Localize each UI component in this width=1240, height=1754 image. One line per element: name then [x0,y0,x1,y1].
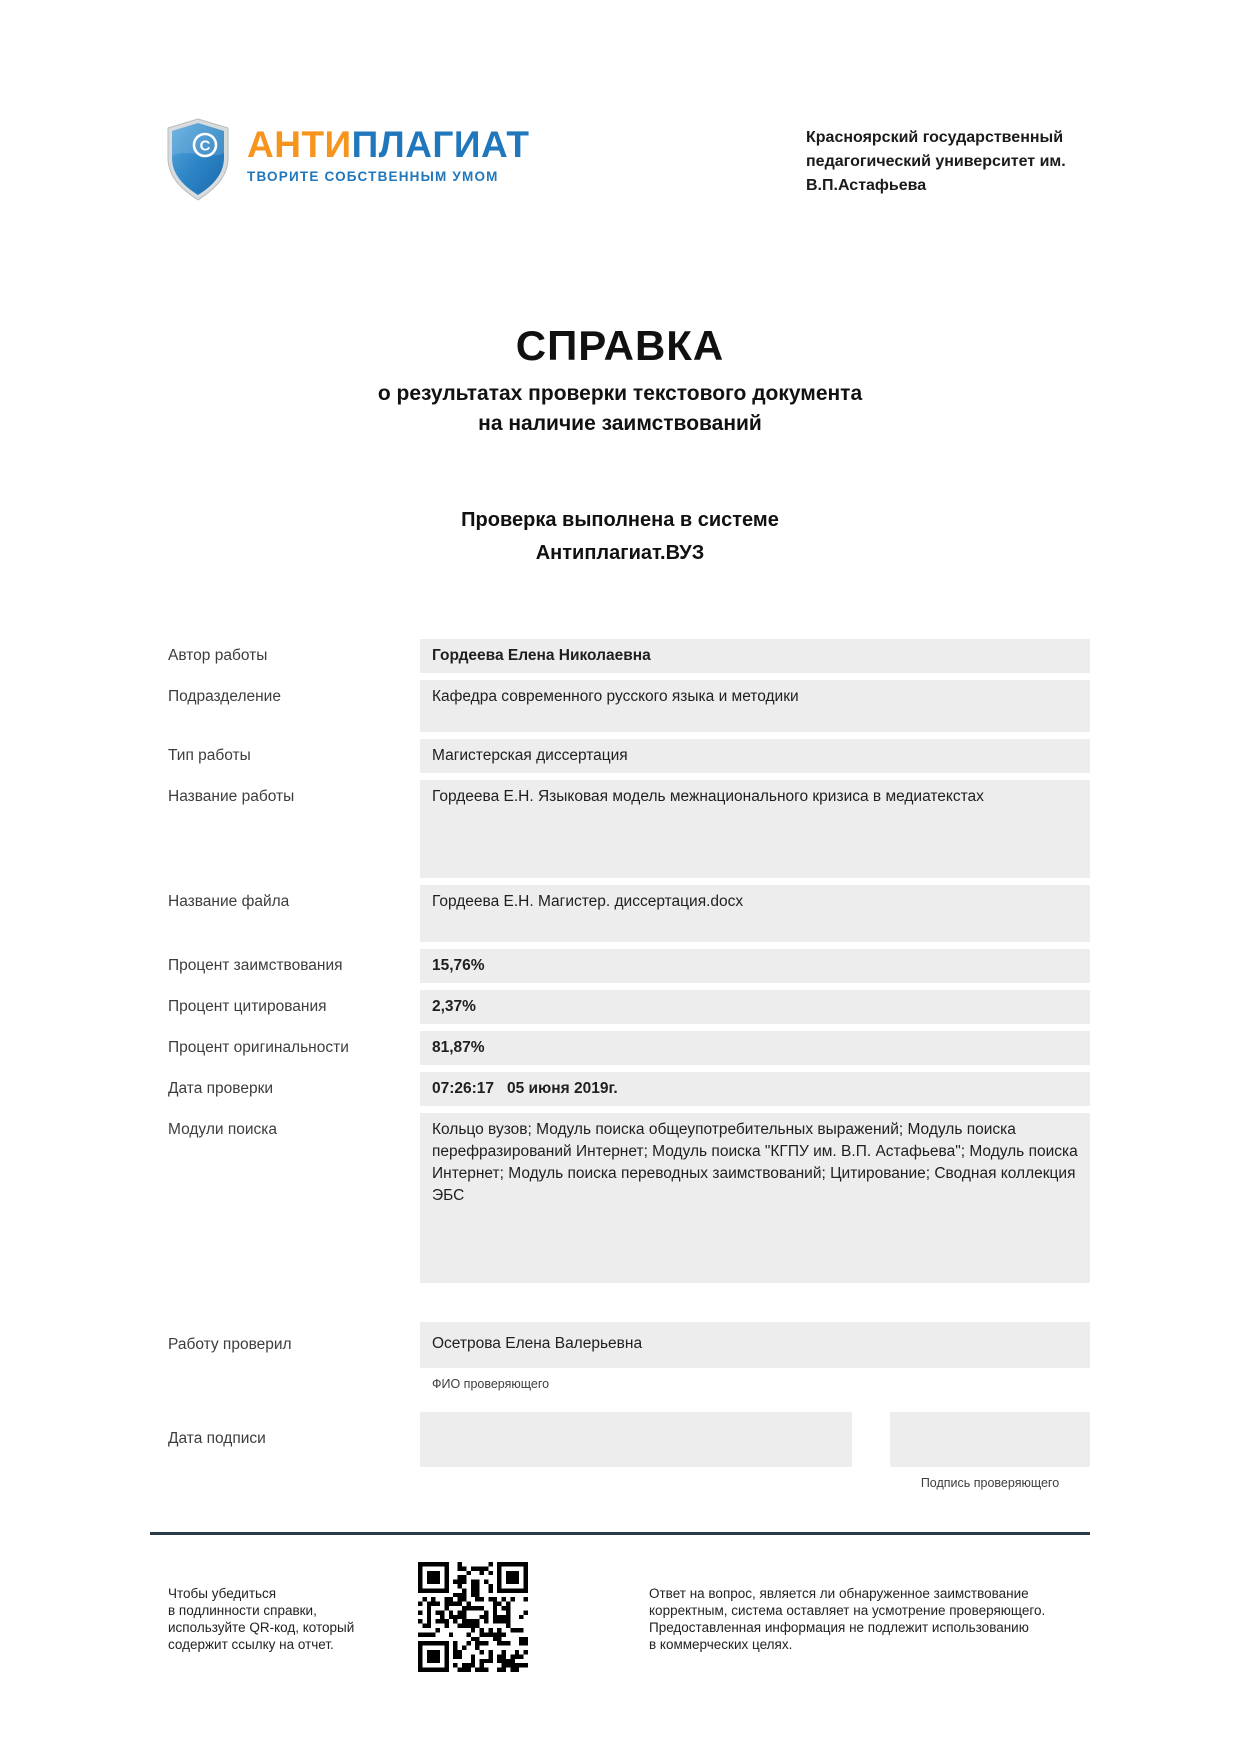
qr-code [418,1562,528,1672]
field-value: Кафедра современного русского языка и методики [420,680,1090,732]
signature-row [150,1412,1090,1467]
field-label: Тип работы [168,747,251,764]
field-row-borrowing-percent [150,949,1090,983]
signature-section [150,1412,1090,1490]
signature-field [890,1412,1090,1467]
field-row-file-name [150,885,1090,942]
logo-text [247,118,529,202]
footer [150,1560,1090,1690]
field-row-originality-percent [150,1031,1090,1065]
antiplagiat-logo [165,118,529,202]
field-value: Гордеева Е.Н. Магистер. диссертация.docx [420,885,1090,942]
document-title: СПРАВКА [515,322,725,369]
field-label: Процент цитирования [168,998,327,1015]
shield-logo-icon [165,118,231,202]
field-value: 07:26:17 05 июня 2019г. [420,1072,1090,1106]
subtitle-line-1: о результатах проверки текстового документа [377,382,863,405]
reviewer-section [150,1322,1090,1391]
brand-name [247,126,529,163]
field-value: 15,76% [420,949,1090,983]
qr-note-line: Чтобы убедиться [168,1586,277,1601]
field-row-search-modules [150,1113,1090,1283]
field-value: 81,87% [420,1031,1090,1065]
brand-tagline: ТВОРИТЕ СОБСТВЕННЫМ УМОМ [247,169,499,184]
fields-table [150,639,1090,1290]
system-block [150,504,1090,570]
field-value: 2,37% [420,990,1090,1024]
disclaimer [649,1585,1045,1653]
field-row-work-type [150,739,1090,773]
disclaimer-line: в коммерческих целях. [649,1637,793,1652]
field-label: Автор работы [168,647,268,664]
system-line-1: Проверка выполнена в системе [461,509,779,531]
signature-caption: Подпись проверяющего [920,1476,1060,1490]
field-label: Процент оригинальности [168,1039,349,1056]
field-value: Гордеева Е.Н. Языковая модель межнационального кризиса в медиатекстах [420,780,1090,878]
field-row-work-title [150,780,1090,878]
disclaimer-line: Предоставленная информация не подлежит использованию [649,1620,1029,1635]
system-line-2: Антиплагиат.ВУЗ [535,542,705,564]
document-subtitle [150,379,1090,439]
field-row-author [150,639,1090,673]
field-value: Магистерская диссертация [420,739,1090,773]
qr-note-line: используйте QR-код, который [168,1620,355,1635]
qr-note [168,1585,354,1653]
reviewer-name: Осетрова Елена Валерьевна [420,1322,1090,1368]
signature-gap [852,1412,890,1467]
svg-text:C: C [199,137,211,155]
field-label: Название файла [168,893,290,910]
reviewer-row [150,1322,1090,1368]
field-row-check-date [150,1072,1090,1106]
subtitle-line-2: на наличие заимствований [478,412,762,435]
title-block [150,322,1090,439]
field-label: Подразделение [168,688,281,705]
university-name: Красноярский государственный педагогический университет им. В.П.Астафьева [806,129,1066,194]
reviewer-label: Работу проверил [168,1336,292,1353]
brand-name-anti: АНТИ [247,124,352,165]
field-label: Дата проверки [168,1080,274,1097]
field-row-citation-percent [150,990,1090,1024]
field-row-department [150,680,1090,732]
brand-name-plagiat: ПЛАГИАТ [351,124,530,165]
footer-divider [150,1532,1090,1535]
field-label: Название работы [168,788,295,805]
field-label: Процент заимствования [168,957,343,974]
field-value: Гордеева Елена Николаевна [420,639,1090,673]
disclaimer-line: Ответ на вопрос, является ли обнаруженное заимствование [649,1586,1029,1601]
reviewer-caption: ФИО проверяющего [432,1377,550,1391]
signature-date-label: Дата подписи [168,1430,266,1447]
signature-date-field [420,1412,852,1467]
qr-note-line: содержит ссылку на отчет. [168,1637,334,1652]
qr-note-line: в подлинности справки, [168,1603,317,1618]
field-label: Модули поиска [168,1121,277,1138]
field-value: Кольцо вузов; Модуль поиска общеупотребительных выражений; Модуль поиска перефразирований Интернет; Модуль поиска "КГПУ им. В.П. Астафьева"; Модуль поиска Интернет; Модуль поиска переводных заимствований; Цитирование; Сводная коллекция ЭБС [420,1113,1090,1283]
disclaimer-line: корректным, система оставляет на усмотрение проверяющего. [649,1603,1046,1618]
